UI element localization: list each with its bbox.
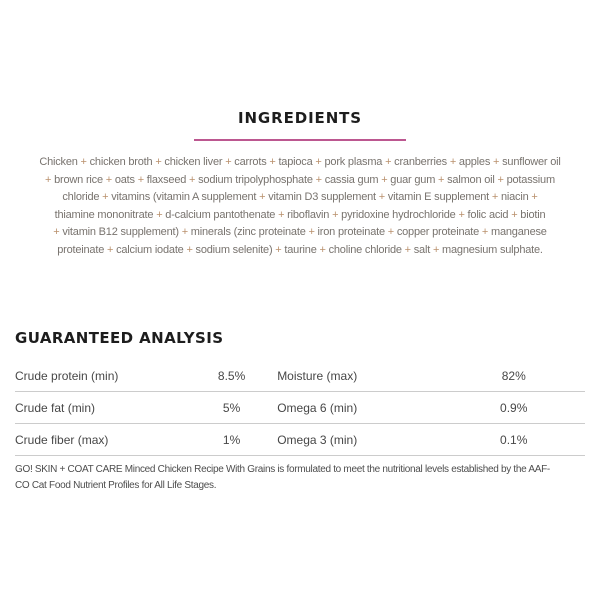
plus-separator: + (493, 156, 500, 168)
plus-separator: + (53, 226, 60, 238)
analysis-value2: 82% (501, 368, 526, 383)
ingredients-line: chloride + vitamins (vitamin A supplement + vitamin D3 supplement + vitamin E supplement + niacin + (62, 191, 538, 203)
plus-separator: + (404, 243, 411, 256)
analysis-label1: Crude protein (min) (15, 368, 119, 383)
plus-separator: + (269, 156, 276, 168)
analysis-row (15, 360, 585, 392)
analysis-row (15, 392, 585, 424)
plus-separator: + (225, 156, 232, 168)
plus-separator: + (259, 191, 266, 203)
ingredients-line: thiamine mononitrate + d-calcium pantothenate + riboflavin + pyridoxine hydrochloride + folic acid + biotin (54, 208, 546, 221)
plus-separator: + (449, 156, 457, 168)
plus-separator: + (481, 226, 489, 238)
plus-separator: + (308, 226, 315, 238)
plus-separator: + (105, 173, 112, 186)
plus-separator: + (155, 156, 162, 168)
analysis-label2: Omega 6 (min) (277, 400, 358, 415)
plus-separator: + (387, 226, 394, 238)
analysis-value2: 0.1% (500, 432, 528, 447)
plus-separator: + (458, 208, 465, 221)
analysis-label1: Crude fiber (max) (15, 432, 109, 447)
plus-separator: + (511, 208, 518, 221)
analysis-value2: 0.9% (500, 400, 528, 415)
ingredients-line: + brown rice + oats + flaxseed + sodium tripolyphosphate + cassia gum + guar gum + salmon oil + potassium (45, 173, 555, 186)
analysis-label2: Moisture (max) (277, 368, 358, 383)
plus-separator: + (497, 173, 504, 186)
plus-separator: + (381, 173, 388, 186)
accent-divider (194, 139, 406, 141)
ingredients-heading: INGREDIENTS (237, 109, 362, 127)
analysis-value1: 8.5% (217, 368, 246, 383)
plus-separator: + (432, 243, 440, 256)
ingredients-paragraph (0, 154, 600, 259)
plus-separator: + (315, 156, 322, 168)
analysis-label2: Omega 3 (min) (277, 432, 358, 447)
plus-separator: + (385, 156, 392, 168)
plus-separator: + (319, 243, 326, 256)
guaranteed-analysis-heading: GUARANTEED ANALYSIS (15, 329, 224, 347)
plus-separator: + (278, 208, 285, 221)
plus-separator: + (491, 191, 499, 203)
plus-separator: + (186, 243, 193, 256)
plus-separator: + (80, 156, 87, 168)
ingredients-line: proteinate + calcium iodate + sodium selenite) + taurine + choline chloride + salt + magnesium sulphate. (57, 243, 543, 256)
analysis-table (15, 360, 585, 456)
plus-separator: + (438, 173, 445, 186)
analysis-value1: 5% (222, 400, 241, 415)
plus-separator: + (102, 191, 109, 203)
plus-separator: + (106, 243, 114, 256)
aafco-note (15, 462, 600, 494)
plus-separator: + (137, 173, 144, 186)
aafco-note-line: CO Cat Food Nutrient Profiles for All Life Stages. (15, 480, 217, 491)
plus-separator: + (315, 173, 322, 186)
plus-separator: + (332, 208, 339, 221)
plus-separator: + (275, 243, 282, 256)
ingredients-line: Chicken + chicken broth + chicken liver + carrots + tapioca + pork plasma + cranberries + apples + sunflower oil (39, 156, 561, 168)
aafco-note-line: GO! SKIN + COAT CARE Minced Chicken Recipe With Grains is formulated to meet the nutritional levels established by the AAF- (15, 464, 550, 475)
plus-separator: + (45, 173, 52, 186)
plus-separator: + (531, 191, 538, 203)
plus-separator: + (189, 173, 196, 186)
plus-separator: + (378, 191, 385, 203)
analysis-row (15, 424, 585, 456)
plus-separator: + (181, 226, 188, 238)
analysis-label1: Crude fat (min) (15, 400, 96, 415)
plus-separator: + (156, 208, 163, 221)
ingredients-line: + vitamin B12 supplement) + minerals (zinc proteinate + iron proteinate + copper proteinate + manganese (53, 226, 547, 238)
analysis-value1: 1% (222, 432, 241, 447)
